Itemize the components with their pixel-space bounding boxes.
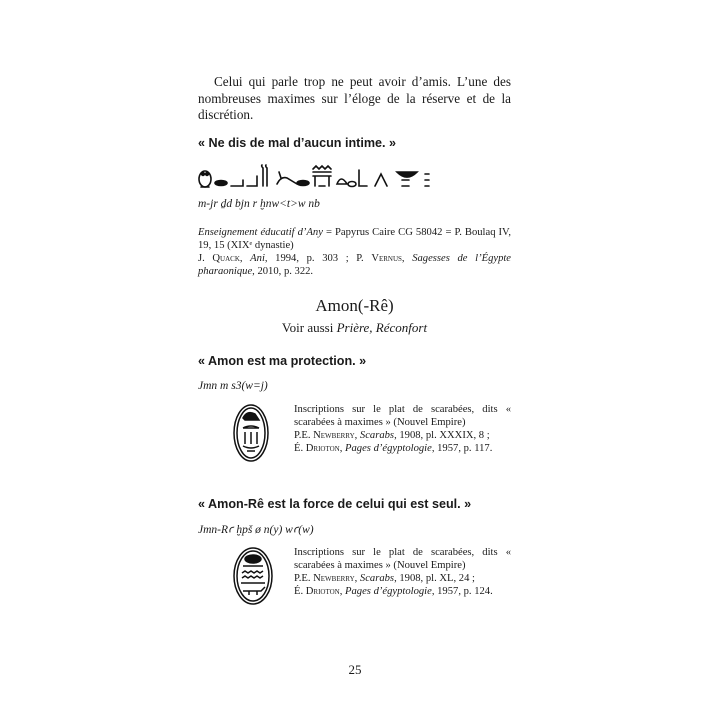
- scarab-caption: Inscriptions sur le plat de scarabées, dits « scarabées à maximes » (Nouvel Empire) P.E. Newberry, Scarabs, 1908, pl. XL, 24 ; É. Drioton, Pages d’égyptologie, 1957, p. 124.: [294, 547, 511, 597]
- transliteration: Jmn-Rꜥ ḫpš ø n(y) wꜥ(w): [198, 524, 314, 536]
- work-title: Ani: [250, 253, 265, 264]
- see-also-prefix: Voir aussi: [281, 320, 337, 335]
- transliteration: Jmn m s3(w=j): [198, 380, 268, 392]
- see-also: [198, 320, 511, 336]
- quote-heading: « Ne dis de mal d’aucun intime. »: [198, 136, 397, 150]
- author-name: Vernus: [371, 253, 402, 264]
- citation-detail: , 2010, p. 322.: [252, 266, 314, 277]
- scarab-caption: Inscriptions sur le plat de scarabées, dits « scarabées à maximes » (Nouvel Empire) P.E. Newberry, Scarabs, 1908, pl. XXXIX, 8 ; É. Drioton, Pages d’égyptologie, 1957, p. 117.: [294, 404, 511, 454]
- page-number: 25: [348, 662, 362, 677]
- work-title: Scarabs: [359, 573, 395, 584]
- see-also-terms: Prière, Réconfort: [336, 320, 428, 335]
- quote-heading: « Amon-Rê est la force de celui qui est seul. »: [198, 497, 472, 511]
- caption-description: Inscriptions sur le plat de scarabées, dits « scarabées à maximes » (Nouvel Empire): [294, 547, 511, 571]
- work-title: Pages d’égyptologie: [345, 586, 432, 597]
- citation-detail: , 1994, p. 303 ; P.: [264, 253, 372, 264]
- source-title: Enseignement éducatif d’Any: [198, 227, 323, 238]
- quote-heading: « Amon est ma protection. »: [198, 354, 367, 368]
- caption-description: Inscriptions sur le plat de scarabées, dits « scarabées à maximes » (Nouvel Empire): [294, 404, 511, 428]
- work-title: Pages d’égyptologie: [345, 443, 432, 454]
- scarab-cartouche-icon: [231, 402, 271, 464]
- intro-paragraph: Celui qui parle trop ne peut avoir d’amis. L’une des nombreuses maximes sur l’éloge de la réserve et de la discrétion.: [198, 74, 511, 122]
- work-title: Scarabs: [359, 430, 395, 441]
- separator: ,: [401, 253, 413, 264]
- author-name: P.E. Newberry: [294, 573, 355, 584]
- author-name: J. Quack: [198, 253, 240, 264]
- citation-detail: , 1908, pl. XL, 24 ;: [394, 573, 475, 584]
- work-title: Sagesses de l’Égypte pharaonique: [198, 253, 512, 277]
- citation-detail: , 1908, pl. XXXIX, 8 ;: [394, 430, 490, 441]
- entry-heading: Amon(-Rê): [315, 296, 394, 315]
- author-name: É. Drioton: [294, 443, 340, 454]
- author-name: P.E. Newberry: [294, 430, 355, 441]
- citation-detail: , 1957, p. 124.: [431, 586, 493, 597]
- transliteration: m-jr ḏd bjn r ḫnw<t>w nb: [198, 198, 320, 210]
- author-name: É. Drioton: [294, 586, 340, 597]
- citation-detail: , 1957, p. 117.: [431, 443, 493, 454]
- hieroglyph-inscription: [197, 164, 455, 190]
- source-detail: = Papyrus Caire CG 58042 = P. Boulaq IV, 19, 15 (XIXᵉ dynastie): [198, 227, 511, 251]
- scarab-cartouche-icon: [231, 545, 275, 607]
- source-reference: Enseignement éducatif d’Any = Papyrus Caire CG 58042 = P. Boulaq IV, 19, 15 (XIXᵉ dynastie) J. Quack, Ani, 1994, p. 303 ; P. Vernus, Sagesses de l’Égypte pharaonique, 2010, p. 322.: [198, 227, 512, 277]
